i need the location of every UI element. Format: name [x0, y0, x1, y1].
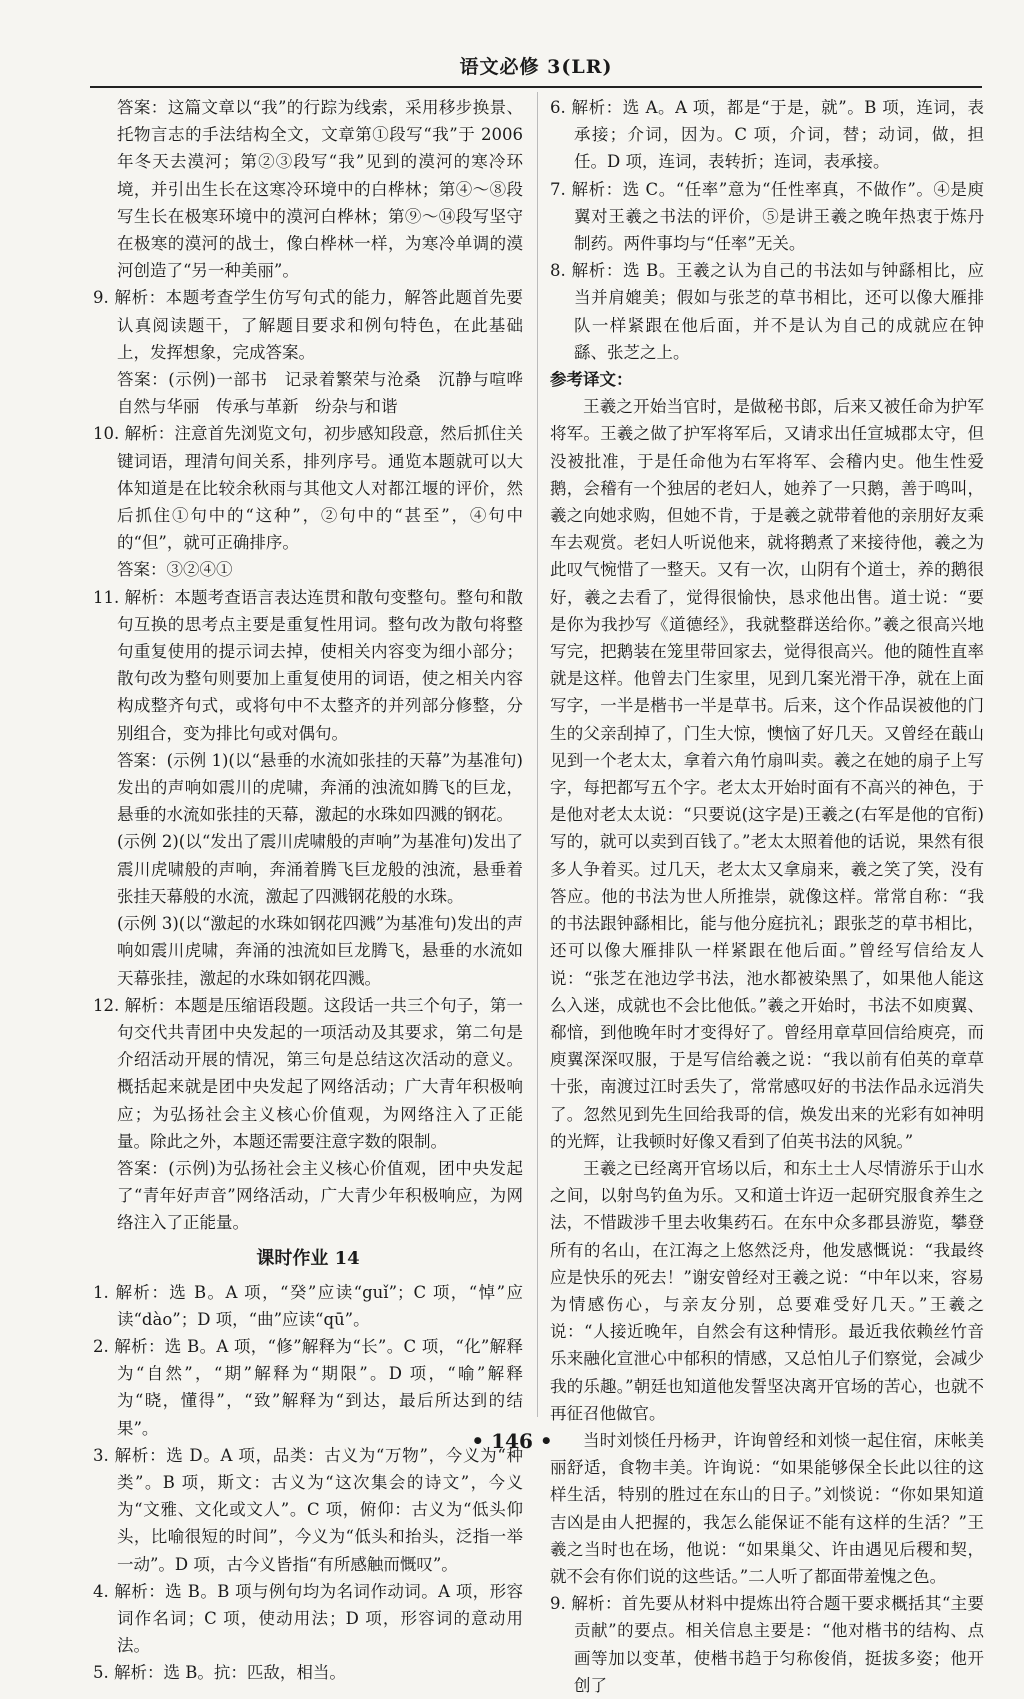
analysis-11: 11. 解析：本题考查语言表达连贯和散句变整句。整句和散句互换的思考点主要是重复性用词。整句改为散句将整句重复使用的提示词去掉，使相关内容变为细小部分；散句改为整句则要加上重复使用的词语，使之相关内容构成整齐句式，或将句中不太整齐的并列部分修整，分别组合，变为排比句或对偶句。: [93, 587, 523, 743]
answer-12: 答案：(示例)为弘扬社会主义核心价值观，团中央发起了“青年好声音”网络活动，广大青少年积极响应，为网络注入了正能量。: [117, 1158, 523, 1233]
question-5: 5. 解析：选 B。抗：匹敌，相当。: [93, 1663, 346, 1683]
answer-9: 答案：(示例)一部书 记录着繁荣与沧桑 沉静与喧哗 自然与华丽 传承与革新 纷杂与和谐: [117, 370, 540, 417]
translation-paragraph-3: 当时刘惔任丹杨尹，许询曾经和刘惔一起住宿，床帐美丽舒适，食物丰美。许询说：“如果能够保全长此以往的这样生活，特别的胜过在东山的日子。”刘惔说：“你如果知道吉凶是由人把握的，我怎么能保证不能有这样的生活？”王羲之当时也在场，他说：“如果巢父、许由遇见后稷和契，就不会有你们说的这些话。”二人听了都面带羞愧之色。: [550, 1430, 984, 1586]
answer-11-example-2: (示例 2)(以“发出了震川虎啸般的声响”为基准句)发出了震川虎啸般的声响，奔涌着腾飞巨龙般的浊流，悬垂着张挂天幕般的水流，激起了四溅钢花般的水珠。: [117, 832, 523, 906]
answer-11-example-3: (示例 3)(以“激起的水珠如钢花四溅”为基准句)发出的声响如震川虎啸，奔涌的浊流如巨龙腾飞，悬垂的水流如天幕张挂，激起的水珠如钢花四溅。: [117, 914, 523, 988]
question-7: 7. 解析：选 C。“任率”意为“任性率真，不做作”。④是庾翼对王羲之书法的评价，⑤是讲王羲之晚年热衷于炼丹制药。两件事均与“任率”无关。: [550, 179, 984, 254]
reference-translation-label: 参考译文：: [550, 370, 633, 390]
question-8: 8. 解析：选 B。王羲之认为自己的书法如与钟繇相比，应当并肩媲美；假如与张芝的草书相比，还可以像大雁排队一样紧跟在他后面，并不是认为自己的成就应在钟繇、张芝之上。: [550, 261, 984, 362]
answer-11-example-1: 答案：(示例 1)(以“悬垂的水流如张挂的天幕”为基准句)发出的声响如震川的虎啸，奔涌的浊流如腾飞的巨龙，悬垂的水流如张挂的天幕，激起的水珠如四溅的钢花。: [117, 750, 523, 825]
translation-paragraph-1: 王羲之开始当官时，是做秘书郎，后来又被任命为护军将军。王羲之做了护军将军后，又请求出任宣城郡太守，但没被批准，于是任命他为右军将军、会稽内史。他生性爱鹅，会稽有一个独居的老妇人，她养了一只鹅，善于鸣叫，羲之向她求购，但她不肯，于是羲之就带着他的亲朋好友乘车去观赏。老妇人听说他来，就将鹅煮了来接待他，羲之为此叹气惋惜了一整天。又有一次，山阴有个道士，养的鹅很好，羲之去看了，觉得很愉快，恳求他出售。道士说：“要是你为我抄写《道德经》，我就整群送给你。”羲之很高兴地写完，把鹅装在笼里带回家去，觉得很高兴。他的随性直率就是这样。他曾去门生家里，见到几案光滑干净，就在上面写字，一半是楷书一半是草书。后来，这个作品误被他的门生的父亲刮掉了，门生大惊，懊恼了好几天。又曾经在蕺山见到一个老太太，拿着六角竹扇叫卖。羲之在她的扇子上写字，每把都写五个字。老太太开始时面有不高兴的神色，于是他对老太太说：“只要说(这字是)王羲之(右军是他的官衔)写的，就可以卖到百钱了。”老太太照着他的话说，果然有很多人争着买。过几天，老太太又拿扇来，羲之笑了笑，没有答应。他的书法为世人所推崇，就像这样。常常自称：“我的书法跟钟繇相比，能与他分庭抗礼；跟张芝的草书相比，还可以像大雁排队一样紧跟在他后面。”曾经写信给友人说：“张芝在池边学书法，池水都被染黑了，如果他人能这么入迷，成就也不会比他低。”羲之开始时，书法不如庾翼、郗愔，到他晚年时才变得好了。曾经用章草回信给庾亮，而庾翼深深叹服，于是写信给羲之说：“我以前有伯英的章草十张，南渡过江时丢失了，常常感叹好的书法作品永远消失了。忽然见到先生回给我哥的信，焕发出来的光彩有如神明的光辉，让我顿时好像又看到了伯英书法的风貌。”: [550, 397, 984, 1151]
page-number: • 146 •: [471, 1429, 553, 1453]
section-title: 课时作业 14: [256, 1247, 360, 1269]
analysis-9: 9. 解析：本题考查学生仿写句式的能力，解答此题首先要认真阅读题干，了解题目要求和例句特色，在此基础上，发挥想象，完成答案。: [93, 288, 523, 362]
analysis-10: 10. 解析：注意首先浏览文句，初步感知段意，然后抓住关键词语，理清句间关系，排列序号。通览本题就可以大体知道是在比较余秋雨与其他文人对都江堰的评价，然后抓住①句中的“这种”，②句中的“甚至”，④句中的“但”，就可正确排序。: [93, 424, 523, 553]
right-column: [550, 94, 984, 1699]
question-3: 3. 解析：选 D。A 项，品类：古义为“万物”，今义为“种类”。B 项，斯文：古义为“这次集会的诗文”，今义为“文雅、文化或文人”。C 项，俯仰：古义为“低头仰头，比喻很短的时间”，今义为“低头和抬头，泛指一举一动”。D 项，古今义皆指“有所感触而慨叹”。: [93, 1445, 523, 1574]
page-header: 语文必修 3(LR): [459, 56, 613, 78]
question-4: 4. 解析：选 B。B 项与例句均为名词作动词。A 项，形容词作名词；C 项，使动用法；D 项，形容词的意动用法。: [93, 1581, 523, 1656]
question-1: 1. 解析：选 B。A 项，“癸”应读“guǐ”；C 项，“悼”应读“dào”；D 项，“曲”应读“qū”。: [93, 1282, 523, 1329]
question-9: 9. 解析：首先要从材料中提炼出符合题干要求概括其“主要贡献”的要点。相关信息主要是：“他对楷书的结构、点画等加以变革，使楷书趋于匀称俊俏，挺拔多姿；他开创了: [550, 1594, 984, 1695]
translation-paragraph-2: 王羲之已经离开官场以后，和东土士人尽情游乐于山水之间，以射鸟钓鱼为乐。又和道士许迈一起研究服食养生之法，不惜跋涉千里去收集药石。在东中众多郡县游览，攀登所有的名山，在江海之上悠然泛舟，他发感慨说：“我最终应是快乐的死去！”谢安曾经对王羲之说：“中年以来，容易为情感伤心，与亲友分别，总要难受好几天。”王羲之说：“人接近晚年，自然会有这种情形。最近我依赖丝竹音乐来融化宣泄心中郁积的情感，又总怕儿子们察觉，会减少我的乐趣。”朝廷也知道他发誓坚决离开官场的苦心，也就不再征召他做官。: [550, 1158, 984, 1423]
answer-paragraph: 答案：这篇文章以“我”的行踪为线索，采用移步换景、托物言志的手法结构全文，文章第①段写“我”于 2006 年冬天去漠河；第②③段写“我”见到的漠河的寒冷环境，并引出生长在这寒冷环境中的白桦林；第④～⑧段写生长在极寒环境中的漠河白桦林；第⑨～⑭段写坚守在极寒的漠河的战士，像白桦林一样，为寒冷单调的漠河创造了“另一种美丽”。: [117, 98, 523, 281]
answer-10: 答案：③②④①: [117, 560, 233, 580]
question-6: 6. 解析：选 A。A 项，都是“于是，就”。B 项，连词，表承接；介词，因为。C 项，介词，替；动词，做，担任。D 项，连词，表转折；连词，表承接。: [550, 98, 984, 172]
analysis-12: 12. 解析：本题是压缩语段题。这段话一共三个句子，第一句交代共青团中央发起的一项活动及其要求，第二句是介绍活动开展的情况，第三句是总结这次活动的意义。概括起来就是团中央发起了网络活动；广大青年积极响应；为弘扬社会主义核心价值观，为网络注入了正能量。除此之外，本题还需要注意字数的限制。: [93, 995, 523, 1151]
question-2: 2. 解析：选 B。A 项，“修”解释为“长”。C 项，“化”解释为“自然”，“期”解释为“期限”。D 项，“喻”解释为“晓，懂得”，“致”解释为“到达，最后所达到的结果”。: [93, 1336, 523, 1438]
header-rule: [90, 86, 982, 88]
column-divider: [537, 92, 538, 1417]
